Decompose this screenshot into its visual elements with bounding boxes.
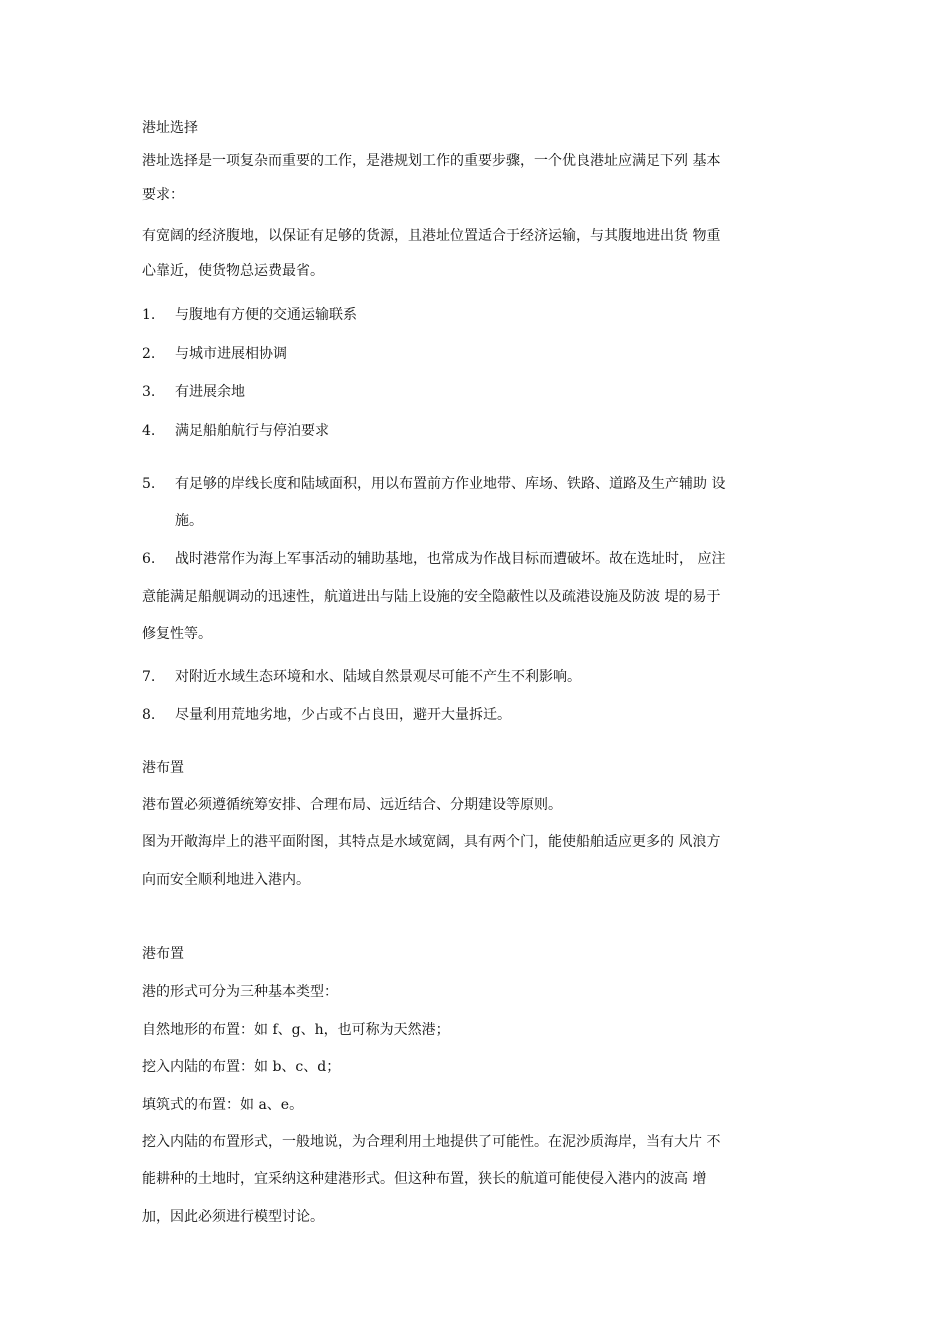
list-item (142, 549, 822, 569)
list-item-number: 2. (142, 346, 156, 362)
paragraph-line: 能耕种的土地时，宜采纳这种建港形式。但这种布置，狭长的航道可能使侵入港内的波高 增 (142, 1171, 707, 1187)
list-item-number: 3. (142, 384, 156, 400)
paragraph-line: 港布置必须遵循统筹安排、合理布局、远近结合、分期建设等原则。 (142, 797, 562, 813)
section-heading-port-layout: 港布置 (142, 760, 184, 776)
list-item (142, 705, 822, 725)
intro-paragraph-line: 要求： (142, 187, 184, 203)
section-heading-port-layout: 港布置 (142, 946, 184, 962)
paragraph-line: 自然地形的布置：如 f、g、h，也可称为天然港； (142, 1022, 450, 1038)
list-item (142, 382, 822, 402)
list-item-number: 7. (142, 669, 156, 685)
list-item-number: 8. (142, 707, 156, 723)
intro-paragraph-line: 港址选择是一项复杂而重要的工作，是港规划工作的重要步骤，一个优良港址应满足下列 基本 (142, 153, 721, 169)
list-item (142, 305, 822, 325)
list-item-number: 4. (142, 423, 156, 439)
list-item-number: 6. (142, 551, 156, 567)
list-item (142, 474, 822, 494)
list-item-number: 1. (142, 307, 156, 323)
list-item (142, 667, 822, 687)
paragraph-line: 图为开敞海岸上的港平面附图，其特点是水域宽阔，具有两个门，能使船舶适应更多的 风浪方 (142, 834, 721, 850)
list-item-text: 对附近水域生态环境和水、陆域自然景观尽可能不产生不利影响。 (175, 669, 581, 685)
list-item-text: 与腹地有方便的交通运输联系 (175, 307, 357, 323)
list-item (142, 421, 822, 441)
list-item-continuation: 修复性等。 (142, 626, 212, 642)
list-item-text: 战时港常作为海上军事活动的辅助基地，也常成为作战目标而遭破坏。故在选址时， 应注 (175, 551, 726, 567)
paragraph-line: 挖入内陆的布置形式，一般地说，为合理利用土地提供了可能性。在泥沙质海岸，当有大片 不 (142, 1134, 721, 1150)
paragraph-line: 向而安全顺利地进入港内。 (142, 872, 310, 888)
section-heading-port-site: 港址选择 (142, 120, 198, 136)
list-item-text: 满足船舶航行与停泊要求 (175, 423, 329, 439)
list-item (142, 344, 822, 364)
list-item-text: 与城市进展相协调 (175, 346, 287, 362)
list-item-number: 5. (142, 476, 156, 492)
list-item-text: 有进展余地 (175, 384, 245, 400)
paragraph-line: 挖入内陆的布置：如 b、c、d； (142, 1059, 341, 1075)
list-item-continuation: 意能满足船舰调动的迅速性，航道进出与陆上设施的安全隐蔽性以及疏港设施及防波 堤的易于 (142, 589, 721, 605)
paragraph-line: 港的形式可分为三种基本类型： (142, 984, 338, 1000)
list-item-text: 有足够的岸线长度和陆域面积，用以布置前方作业地带、库场、铁路、道路及生产辅助 设 (175, 476, 726, 492)
paragraph-line: 心靠近，使货物总运费最省。 (142, 263, 324, 279)
paragraph-line: 加，因此必须进行模型讨论。 (142, 1209, 324, 1225)
paragraph-line: 填筑式的布置：如 a、e。 (142, 1097, 304, 1113)
paragraph-line: 有宽阔的经济腹地，以保证有足够的货源，且港址位置适合于经济运输，与其腹地进出货 物重 (142, 228, 721, 244)
list-item-text: 尽量利用荒地劣地，少占或不占良田，避开大量拆迁。 (175, 707, 511, 723)
list-item-continuation: 施。 (175, 513, 203, 529)
